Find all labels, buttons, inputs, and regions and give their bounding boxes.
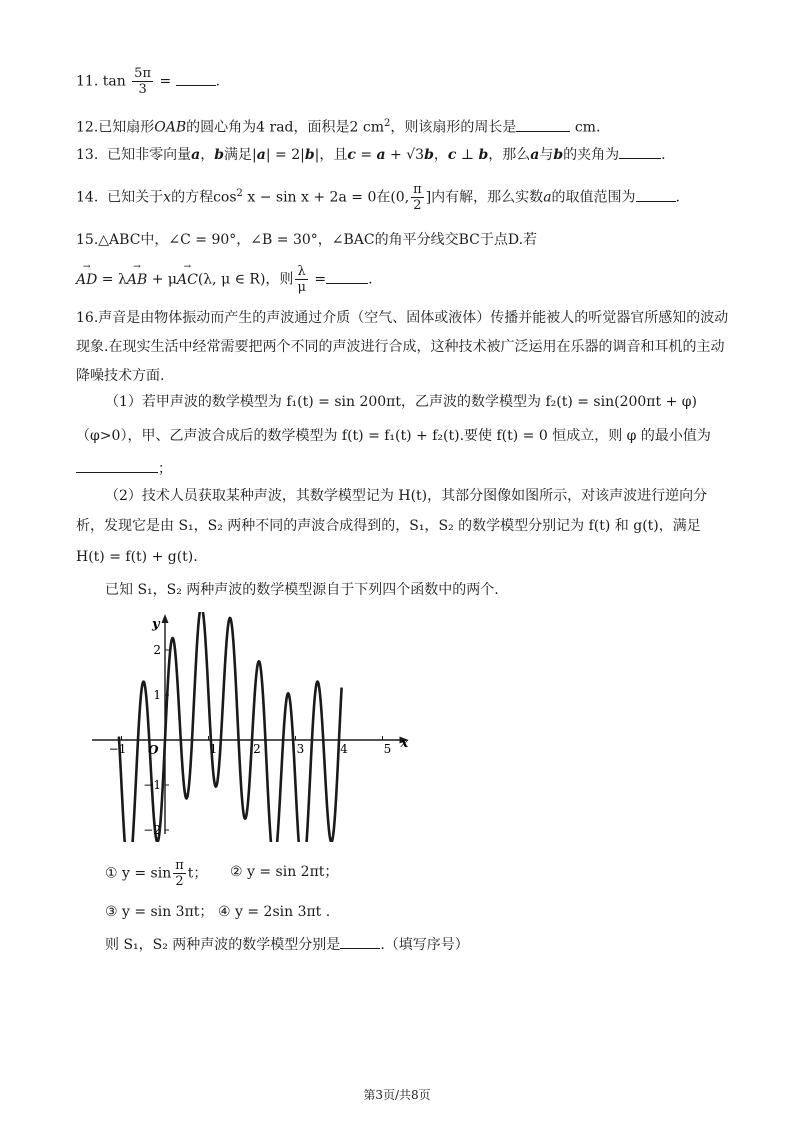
y-tick-label: 1 (153, 688, 161, 702)
q16-ask-end: .（填写序号） (380, 937, 469, 953)
q16-sub2-line-2: 析，发现它是由 S₁，S₂ 两种不同的声波合成得到的，S₁，S₂ 的数学模型分别记为 f(t) 和 g(t)，满足 (76, 518, 701, 534)
q13-vec-b: b (214, 147, 225, 163)
q15-number: 15. (76, 232, 99, 248)
q15-answer-blank[interactable] (326, 269, 368, 284)
q15-vec-ad (76, 261, 98, 290)
q16-paragraph-2: 现象.在现实生活中经常需要把两个不同的声波进行合成，这种技术被广泛运用在乐器的调音和耳机的主动 (76, 339, 725, 355)
q15-ad: AD (76, 271, 98, 288)
y-tick-label: −1 (143, 778, 161, 792)
q14-text-5: 的取值范围为 (551, 189, 636, 206)
q16-sub2-line-4: 已知 S₁，S₂ 两种声波的数学模型源自于下列四个函数中的两个. (105, 582, 499, 598)
q16-sub1-answer-blank[interactable] (76, 458, 158, 473)
q13-answer-blank[interactable] (619, 144, 661, 159)
x-axis-label: x (400, 736, 409, 751)
question-12 (76, 114, 600, 138)
q16-paragraph-1: 16.声音是由物体振动而产生的声波通过介质（空气、固体或液体）传播并能被人的听觉器官所感知的波动 (76, 310, 729, 326)
q15-text-d: + μ (147, 271, 177, 288)
q16-sub1-line-2: （φ>0），甲、乙声波合成后的数学模型为 f(t) = f₁(t) + f₂(t).要使 f(t) = 0 恒成立，则 φ 的最小值为 (76, 428, 711, 444)
q14-text-1: 已知关于 (107, 189, 164, 206)
q15-fraction (295, 264, 307, 295)
q13-vec-b4: b (478, 147, 489, 163)
q12-text-2: 的圆心角为4 rad，面积是2 cm (186, 119, 384, 136)
q11-equals: = (159, 73, 172, 90)
q15-ab: AB (126, 271, 148, 288)
q15-text-b: = λ (97, 271, 127, 288)
q12-square: 2 (384, 118, 391, 129)
q12-text-1: 已知扇形 (98, 119, 155, 136)
option-2: ② y = sin 2πt； (230, 864, 339, 880)
q14-x: x (163, 189, 172, 206)
q11-fraction (132, 66, 153, 97)
y-axis-arrow (162, 614, 169, 623)
q15-ac: AC (177, 271, 198, 288)
q13-text-8: ⊥ (456, 147, 479, 163)
q13-vec-a3: a (376, 147, 386, 163)
waveform-graph (90, 612, 420, 842)
q11-end: . (215, 73, 221, 90)
q12-text-3: ，则该扇形的周长是 (390, 119, 517, 136)
q14-text-2: 的方程cos (171, 189, 237, 206)
question-13 (76, 144, 666, 165)
option-1-frac-num: π (175, 858, 184, 873)
q14-answer-blank[interactable] (636, 187, 676, 202)
q14-text-3: x − sin x + 2a = 0在(0, (242, 189, 410, 206)
q13-vec-b3: b (424, 147, 434, 163)
q13-vec-a: a (191, 147, 201, 163)
option-4: ④ y = 2sin 3πt . (218, 904, 331, 920)
option-1-text-a: ① y = sin (105, 865, 172, 882)
x-tick-label: 5 (383, 742, 392, 756)
y-axis-label: y (152, 617, 160, 632)
q11-number: 11. (76, 73, 99, 90)
q13-text-7: ， (433, 147, 448, 163)
q15-arrow-ab: → (133, 261, 141, 272)
q13-vec-c: c (347, 147, 356, 163)
q16-sub2-answer-blank[interactable] (340, 934, 380, 949)
q15-frac-den: μ (297, 280, 306, 295)
q13-text-10: 与 (539, 147, 554, 163)
q12-end: . (595, 119, 601, 136)
q11-answer-blank[interactable] (176, 71, 216, 86)
q11-frac-num: 5π (134, 66, 151, 81)
q14-fraction (411, 182, 424, 213)
option-1 (105, 858, 207, 889)
q13-vec-a4: a (530, 147, 540, 163)
q16-sub2-line-1: （2）技术人员获取某种声波，其数学模型记为 H(t)，其部分图像如图所示，对该声波进行逆向分 (105, 488, 708, 504)
q14-number: 14. (76, 189, 99, 206)
q13-vec-a2: a (256, 147, 266, 163)
q12-oab: OAB (154, 119, 187, 136)
q11-tan: tan (102, 73, 126, 90)
q13-text-3: | = 2| (265, 147, 305, 163)
q14-text-4: ]内有解，那么实数 (425, 189, 544, 206)
option-1-frac-den: 2 (175, 874, 184, 889)
q13-text-2: 满足| (224, 147, 257, 163)
page-footer: 第3页/共8页 (363, 1088, 431, 1102)
origin-label: O (148, 743, 159, 757)
q16-ask-text: 则 S₁，S₂ 两种声波的数学模型分别是 (105, 937, 341, 953)
x-tick-label: 1 (209, 742, 218, 756)
q16-sub1-line-1: （1）若甲声波的数学模型为 f₁(t) = sin 200πt，乙声波的数学模型为 f₂(t) = sin(200πt + φ) (105, 394, 698, 410)
y-tick-label: 2 (153, 643, 161, 657)
q16-sub1-end: ； (158, 461, 172, 477)
q15-frac-num: λ (295, 264, 307, 280)
q12-answer-blank[interactable] (516, 117, 570, 132)
q15-arrow-ad: → (82, 261, 91, 272)
q13-vec-b5: b (553, 147, 564, 163)
q15-eq: = (309, 271, 327, 288)
x-tick-label: 2 (253, 742, 261, 756)
q13-vec-b2: b (304, 147, 315, 163)
q15-arrow-ac: → (183, 261, 192, 272)
q15-vec-ac (177, 261, 198, 290)
q16-sub1-line-3 (76, 458, 172, 479)
question-15-line-1 (76, 230, 537, 250)
q14-end: . (675, 189, 680, 206)
option-1-fraction (173, 858, 186, 889)
question-14 (76, 182, 680, 213)
q16-paragraph-3: 降噪技术方面. (76, 368, 165, 384)
q13-comma: ， (200, 147, 215, 163)
q13-number: 13. (76, 147, 99, 163)
q14-frac-den: 2 (413, 198, 422, 213)
q14-frac-num: π (413, 182, 422, 197)
q12-number: 12. (76, 119, 99, 136)
q13-text-5: = (355, 147, 377, 163)
option-3: ③ y = sin 3πt； (105, 904, 214, 920)
q13-text-6: + √3 (385, 147, 425, 163)
q16-sub2-line-3: H(t) = f(t) + g(t). (76, 549, 198, 565)
y-tick-label: −2 (143, 823, 161, 837)
x-tick-label: −1 (108, 742, 127, 756)
x-tick-label: 3 (296, 742, 305, 756)
q13-text-4: |，且 (314, 147, 348, 163)
q13-text-1: 已知非零向量 (107, 147, 192, 163)
q15-end: . (368, 271, 373, 288)
q13-vec-c2: c (447, 147, 457, 163)
q14-a: a (543, 189, 552, 206)
x-tick-label: 4 (340, 742, 348, 756)
q12-unit: cm (574, 119, 596, 136)
q14-square: 2 (236, 187, 243, 199)
q15-text-f: (λ, μ ∈ R)，则 (197, 271, 294, 288)
question-15-line-2 (76, 261, 373, 295)
option-1-text-b: t； (187, 865, 208, 882)
q13-text-11: 的夹角为 (563, 147, 620, 163)
q16-ask (105, 934, 469, 955)
q13-end: . (661, 147, 666, 163)
q11-frac-den: 3 (138, 82, 147, 97)
q15-vec-ab (126, 261, 148, 290)
q15-text-1: △ABC中，∠C = 90°，∠B = 30°，∠BAC的角平分线交BC于点D.若 (98, 232, 538, 248)
q13-text-9: ，那么 (488, 147, 531, 163)
waveform-curve (119, 612, 342, 842)
question-11 (76, 66, 220, 97)
